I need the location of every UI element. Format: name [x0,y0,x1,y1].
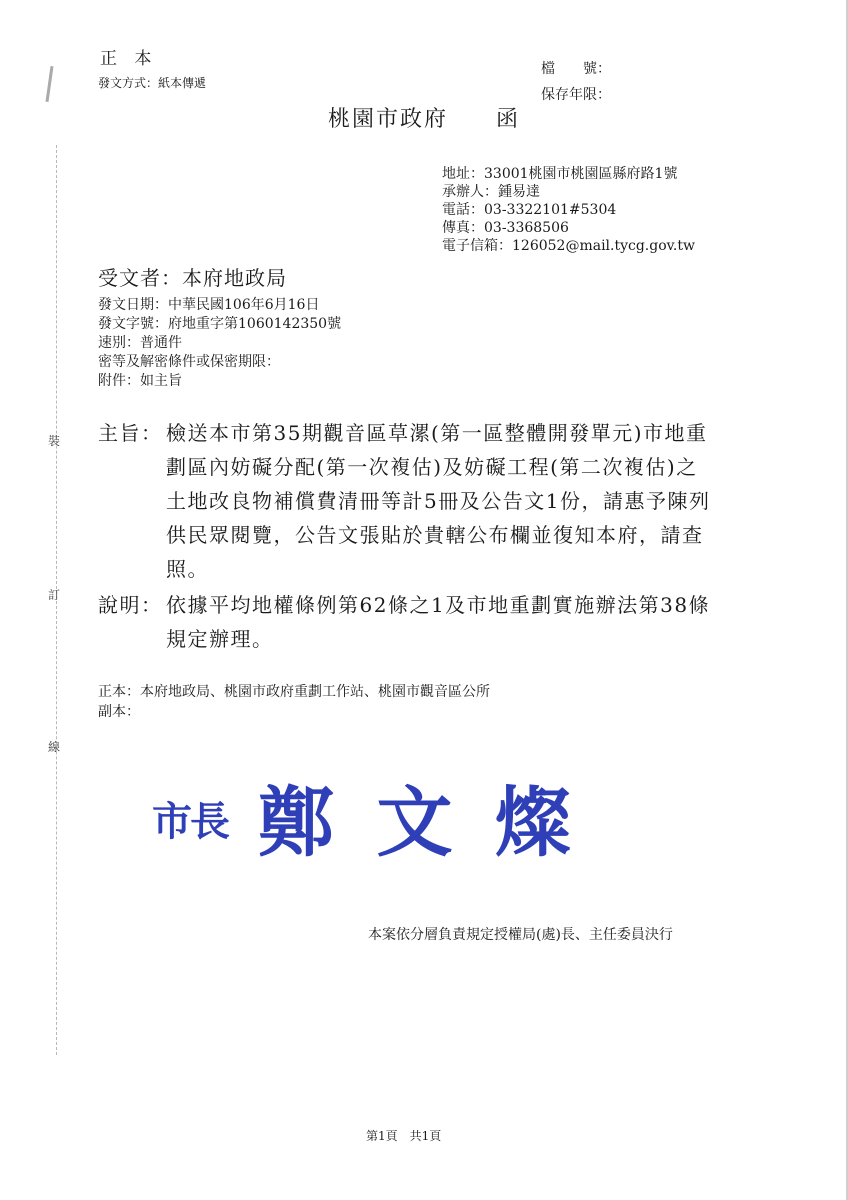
recipient: 受文者：本府地政局 [98,266,287,290]
copy-recipients: 副本： [98,704,140,720]
contact-phone: 電話：03-3322101#5304 [442,202,617,218]
speed-class: 速別：普通件 [98,335,182,351]
explanation-text [166,588,710,656]
document-number: 發文字號：府地重字第1060142350號 [98,316,342,332]
stamp-name: 鄭 文 燦 [258,778,579,867]
explanation-label: 說明： [98,593,163,617]
margin-mark-line: 線 [48,740,61,754]
secrecy-level: 密等及解密條件或保密期限： [98,354,280,370]
document-title: 桃園市政府 函 [328,107,521,132]
explanation-line: 規定辦理。 [166,627,274,651]
original-recipients: 正本：本府地政局、桃園市政府重劃工作站、桃園市觀音區公所 [98,684,490,700]
contact-handler: 承辦人：鍾易達 [442,184,540,200]
scan-mark [46,66,54,102]
send-method: 發文方式：紙本傳遞 [98,76,207,90]
issue-date: 發文日期：中華民國106年6月16日 [98,297,320,313]
subject-line: 供民眾閱覽，公告文張貼於貴轄公布欄並復知本府，請查 [166,523,704,547]
stamp-title: 市長 [152,798,228,845]
subject-text [166,416,710,586]
contact-fax: 傳真：03-3368506 [442,220,569,236]
authority-note: 本案依分層負責規定授權局(處)長、主任委員決行 [368,927,673,943]
meta-block [98,296,341,391]
distribution-block [98,682,490,722]
subject-label: 主旨： [98,421,163,445]
subject-line: 檢送本市第35期觀音區草漯(第一區整體開發單元)市地重 [166,421,708,445]
contact-block [442,165,695,255]
subject-line: 照。 [166,557,209,581]
subject-line: 劃區內妨礙分配(第一次複估)及妨礙工程(第二次複估)之 [166,455,698,479]
subject-line: 土地改良物補償費清冊等計5冊及公告文1份，請惠予陳列 [166,489,711,513]
attachment: 附件：如主旨 [98,373,182,389]
margin-mark-staple: 訂 [48,588,61,602]
copy-type: 正 本 [100,49,158,69]
contact-address: 地址：33001桃園市桃園區縣府路1號 [442,166,678,182]
page-number: 第1頁 共1頁 [366,1129,442,1143]
retention-label: 保存年限： [541,87,611,103]
contact-email: 電子信箱：126052@mail.tycg.gov.tw [442,238,695,254]
margin-mark-bind: 裝 [48,434,61,448]
file-number-label: 檔 號： [541,61,611,77]
explanation-line: 依據平均地權條例第62條之1及市地重劃實施辦法第38條 [166,593,711,617]
